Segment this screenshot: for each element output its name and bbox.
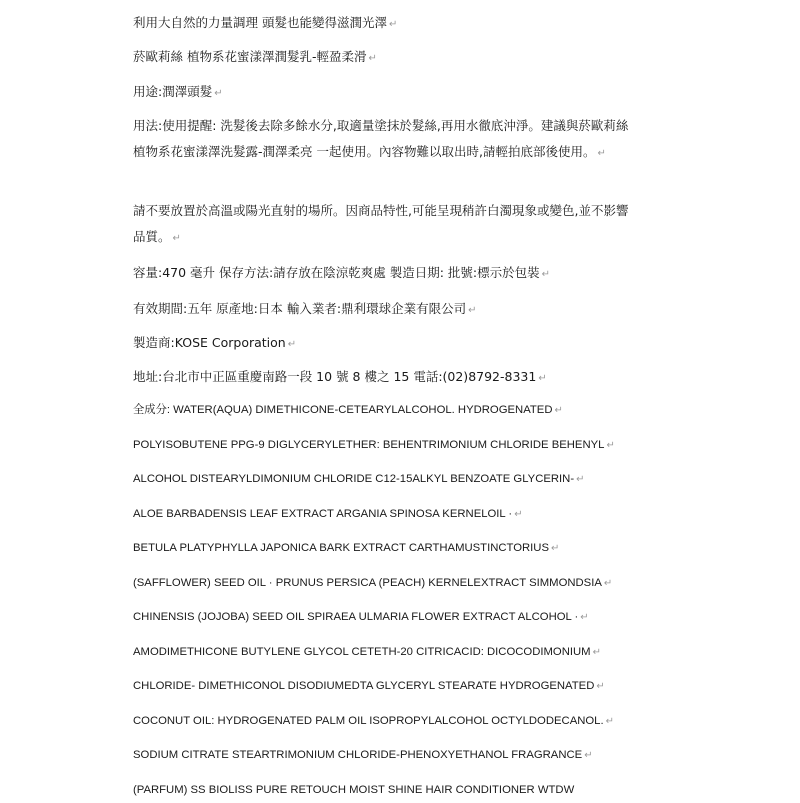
paragraph-mark-icon: ↵ [468,304,477,316]
paragraph-mark-icon: ↵ [605,716,614,728]
paragraph-text: 製造商:KOSE Corporation [133,334,286,350]
paragraph-ingredients-2 [133,432,653,459]
paragraph-address [133,364,653,392]
paragraph-manufacturer [133,330,653,358]
paragraph-text: 用法:使用提醒: 洗髮後去除多餘水分,取適量塗抹於髮絲,再用水徹底沖淨。建議與菸歐莉絲植物系花蜜漾澤洗髮露-潤澤柔亮 一起使用。內容物難以取出時,請輕拍底部後使用。 [133,117,629,159]
paragraph-text: ALCOHOL DISTEARYLDIMONIUM CHLORIDE C12-15ALKYL BENZOATE GLYCERIN- [133,473,575,486]
paragraph-mark-icon: ↵ [576,474,585,486]
paragraph-ingredients-6 [133,570,653,597]
paragraph-ingredients-9 [133,673,653,700]
paragraph-product-name [133,44,653,72]
paragraph-ingredients-7 [133,604,653,631]
paragraph-text: 利用大自然的力量調理 頭髮也能變得滋潤光澤 [133,14,387,30]
paragraph-ingredients-5 [133,535,653,562]
paragraph-storage-warning [133,198,633,252]
paragraph-volume [133,260,653,288]
paragraph-tagline [133,10,653,38]
paragraph-ingredients-4 [133,501,653,528]
paragraph-expiry [133,296,653,324]
paragraph-mark-icon: ↵ [551,543,560,555]
paragraph-text: ALOE BARBADENSIS LEAF EXTRACT ARGANIA SPINOSA KERNELOIL · [133,508,513,521]
paragraph-purpose [133,79,653,107]
paragraph-text: (SAFFLOWER) SEED OIL · PRUNUS PERSICA (PEACH) KERNELEXTRACT SIMMONDSIA [133,577,602,590]
paragraph-mark-icon: ↵ [538,372,547,384]
paragraph-text: CHINENSIS (JOJOBA) SEED OIL SPIRAEA ULMARIA FLOWER EXTRACT ALCOHOL · [133,611,579,624]
paragraph-text: BETULA PLATYPHYLLA JAPONICA BARK EXTRACT CARTHAMUSTINCTORIUS [133,542,549,555]
paragraph-text: COCONUT OIL: HYDROGENATED PALM OIL ISOPROPYLALCOHOL OCTYLDODECANOL. [133,715,604,728]
paragraph-mark-icon: ↵ [514,509,523,521]
paragraph-text: 用途:潤澤頭髮 [133,83,213,99]
paragraph-usage [133,113,633,167]
paragraph-text: 菸歐莉絲 植物系花蜜漾澤潤髮乳-輕盈柔滑 [133,48,367,64]
paragraph-text: 全成分: WATER(AQUA) DIMETHICONE-CETEARYLALCOHOL. HYDROGENATED [133,404,553,417]
paragraph-mark-icon: ↵ [172,232,181,244]
paragraph-text: 有效期間:五年 原產地:日本 輸入業者:鼎利環球企業有限公司 [133,300,467,316]
paragraph-ingredients-10 [133,708,653,735]
paragraph-mark-icon: ↵ [580,612,589,624]
paragraph-text: 容量:470 毫升 保存方法:請存放在陰涼乾爽處 製造日期: 批號:標示於包裝 [133,264,540,280]
paragraph-mark-icon: ↵ [368,52,377,64]
paragraph-mark-icon: ↵ [287,338,297,350]
paragraph-mark-icon: ↵ [596,681,605,693]
paragraph-text: 地址:台北市中正區重慶南路一段 10 號 8 樓之 15 電話:(02)8792-8331 [133,368,537,384]
paragraph-mark-icon: ↵ [592,647,601,659]
paragraph-mark-icon: ↵ [606,440,615,452]
paragraph-text: POLYISOBUTENE PPG-9 DIGLYCERYLETHER: BEHENTRIMONIUM CHLORIDE BEHENYL [133,439,605,452]
paragraph-ingredients-11 [133,742,653,769]
paragraph-mark-icon: ↵ [388,18,398,30]
paragraph-mark-icon: ↵ [603,578,613,590]
paragraph-text: AMODIMETHICONE BUTYLENE GLYCOL CETETH-20 CITRICACID: DICOCODIMONIUM [133,646,591,659]
paragraph-ingredients-8 [133,639,653,666]
paragraph-text: 請不要放置於高溫或陽光直射的場所。因商品特性,可能呈現稍許白濁現象或變色,並不影響品質。 [133,202,629,244]
paragraph-ingredients-1 [133,397,653,424]
paragraph-text: (PARFUM) SS BIOLISS PURE RETOUCH MOIST SHINE HAIR CONDITIONER WTDW [133,784,575,797]
paragraph-text: CHLORIDE- DIMETHICONOL DISODIUMEDTA GLYCERYL STEARATE HYDROGENATED [133,680,595,693]
paragraph-mark-icon: ↵ [584,750,593,762]
paragraph-mark-icon: ↵ [214,87,223,99]
paragraph-mark-icon: ↵ [597,147,606,159]
paragraph-mark-icon: ↵ [554,405,563,417]
paragraph-ingredients-12 [133,777,653,803]
paragraph-ingredients-3 [133,466,653,493]
paragraph-mark-icon: ↵ [541,268,550,280]
paragraph-text: SODIUM CITRATE STEARTRIMONIUM CHLORIDE-PHENOXYETHANOL FRAGRANCE [133,749,583,762]
